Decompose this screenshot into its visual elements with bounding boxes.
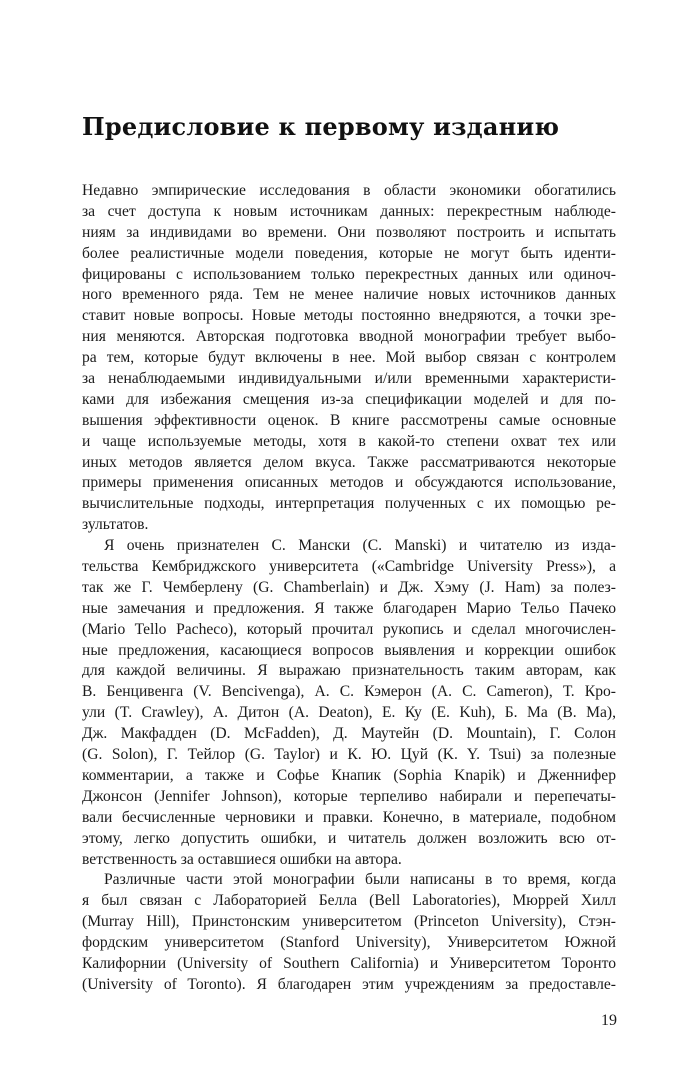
text-line: более реалистичные модели поведения, которые не могут быть иденти- xyxy=(82,244,616,262)
text-line: ставит новые вопросы. Новые методы постоянно внедряются, а точки зре- xyxy=(82,307,616,325)
text-line: фордским университетом (Stanford University), Университетом Южной xyxy=(82,934,616,952)
text-line: вычислительные подходы, интерпретация полученных с их помощью ре- xyxy=(82,495,616,513)
text-line: (Mario Tello Pacheco), который прочитал рукопись и сделал многочислен- xyxy=(82,620,616,638)
text-line: вали бесчисленные черновики и правки. Конечно, в материале, подобном xyxy=(82,808,616,826)
text-line: этому, легко допустить ошибки, и читатель должен возложить всю от- xyxy=(82,829,616,847)
text-line: Дж. Макфадден (D. McFadden), Д. Маутейн (D. Mountain), Г. Солон xyxy=(82,725,616,743)
paragraph-2 xyxy=(82,536,616,870)
text-line: и чаще используемые методы, хотя в какой-то степени охват тех или xyxy=(82,432,616,450)
text-line: Различные части этой монографии были написаны в то время, когда xyxy=(104,871,616,889)
paragraph-1 xyxy=(82,181,616,536)
text-line: так же Г. Чемберлену (G. Chamberlain) и Дж. Хэму (J. Ham) за полез- xyxy=(82,578,616,596)
text-line: Калифорнии (University of Southern California) и Университетом Торонто xyxy=(82,954,616,972)
text-line: фицированы с использованием только перекрестных данных или одиноч- xyxy=(82,265,616,283)
text-line: за счет доступа к новым источникам данных: перекрестным наблюде- xyxy=(82,202,616,220)
text-line: тельства Кембриджского университета («Cambridge University Press»), а xyxy=(82,558,616,576)
text-line: (University of Toronto). Я благодарен этим учреждениям за предоставле- xyxy=(82,975,616,993)
text-line: примеры применения описанных методов и обсуждаются использование, xyxy=(82,474,616,492)
text-line: ного временного ряда. Тем не менее наличие новых источников данных xyxy=(82,286,616,304)
text-line: для каждой величины. Я выражаю признательность таким авторам, как xyxy=(82,662,616,680)
text-line: Джонсон (Jennifer Johnson), которые терпеливо набирали и перепечаты- xyxy=(82,787,616,805)
text-line: ные замечания и предложения. Я также благодарен Марио Тельо Пачеко xyxy=(82,599,616,617)
paragraph-3 xyxy=(82,870,616,995)
text-line: ули (T. Crawley), А. Дитон (A. Deaton), Е. Ку (E. Kuh), Б. Ма (B. Ma), xyxy=(82,704,616,722)
text-line: ками для избежания смещения из-за спецификации моделей и для по- xyxy=(82,390,616,408)
text-line: ния меняются. Авторская подготовка вводной монографии требует выбо- xyxy=(82,328,616,346)
text-line: комментарии, а также и Софье Кнапик (Sophia Knapik) и Дженнифер xyxy=(82,766,616,784)
text-line: вышения эффективности оценок. В книге рассмотрены самые основные xyxy=(82,411,616,429)
text-line: Я очень признателен С. Мански (C. Manski) и читателю из изда- xyxy=(104,537,616,555)
text-line: иных методов является делом вкуса. Также рассматриваются некоторые xyxy=(82,453,616,471)
text-line: (Murray Hill), Принстонским университетом (Princeton University), Стэн- xyxy=(82,913,616,931)
text-line: зультатов. xyxy=(82,516,149,534)
text-line: В. Бенцивенга (V. Bencivenga), А. С. Кэмерон (A. C. Cameron), Т. Кро- xyxy=(82,683,616,701)
text-line: (G. Solon), Г. Тейлор (G. Taylor) и К. Ю. Цуй (K. Y. Tsui) за полезные xyxy=(82,746,616,764)
page-title: Предисловие к первому изданию xyxy=(82,112,560,141)
text-line: ветственность за оставшиеся ошибки на автора. xyxy=(82,850,402,868)
text-line: ра тем, которые будут включены в нее. Мой выбор связан с контролем xyxy=(82,349,616,367)
text-line: ные предложения, касающиеся вопросов выявления и коррекции ошибок xyxy=(82,641,616,659)
text-line: Недавно эмпирические исследования в области экономики обогатились xyxy=(82,182,616,199)
text-line: я был связан с Лабораторией Белла (Bell Laboratories), Мюррей Хилл xyxy=(82,892,616,910)
text-line: ниям за индивидами во времени. Они позволяют построить и испытать xyxy=(82,223,616,241)
page-number: 19 xyxy=(601,1012,617,1029)
text-line: за ненаблюдаемыми индивидуальными и/или временными характеристи- xyxy=(82,370,616,388)
body-text xyxy=(82,181,616,996)
